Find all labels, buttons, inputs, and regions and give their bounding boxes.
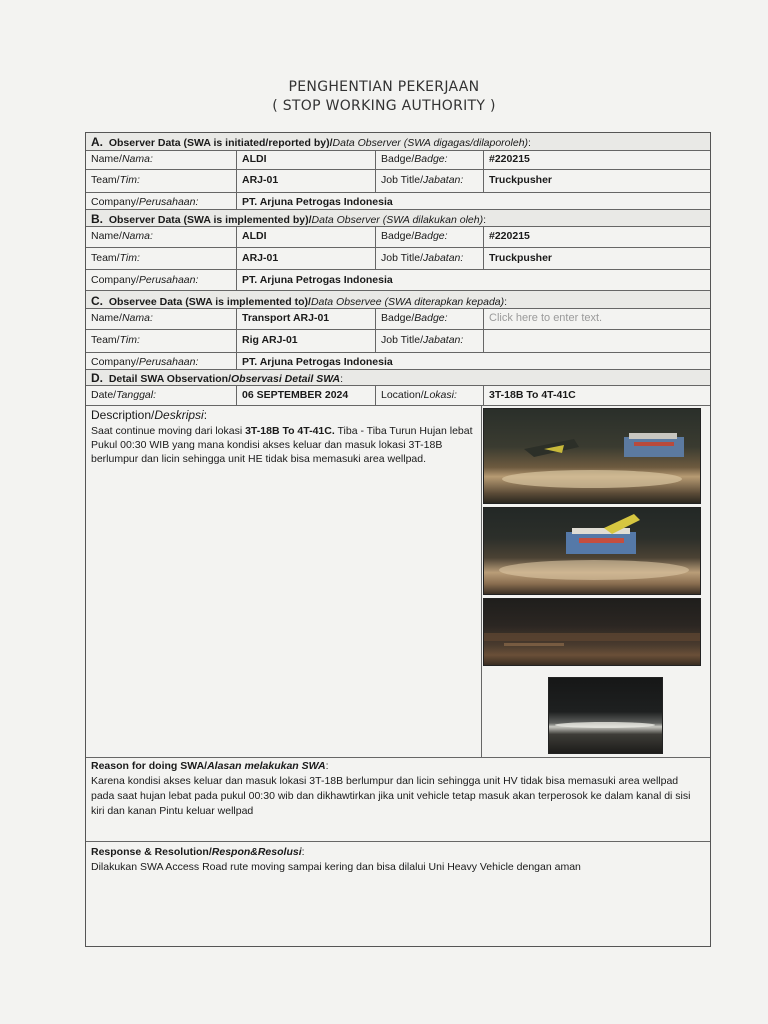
name-label: Name/Nama: — [91, 230, 153, 242]
company-label: Company/Perusahaan: — [91, 274, 199, 286]
response-section — [86, 842, 710, 946]
implementer-job-field[interactable]: Truckpusher — [483, 248, 710, 269]
section-a-heading-colon: : — [528, 137, 531, 149]
section-c-header — [86, 291, 710, 309]
team-label: Team/Tim: — [91, 174, 140, 186]
section-c-letter: C. — [91, 294, 103, 308]
job-title-label: Job Title/Jabatan: — [375, 330, 483, 352]
badge-label: Badge/Badge: — [375, 227, 483, 247]
section-b-heading-colon: : — [483, 214, 487, 226]
observer-company-field[interactable]: PT. Arjuna Petrogas Indonesia — [236, 193, 710, 209]
section-d-header — [86, 370, 710, 386]
reason-label: Reason for doing SWA/Alasan melakukan SWA: — [91, 760, 329, 772]
observer-job-field[interactable]: Truckpusher — [483, 170, 710, 192]
section-a-header — [86, 133, 710, 151]
section-d-date-row — [86, 386, 710, 406]
implementer-name-field[interactable]: ALDI — [236, 227, 375, 247]
section-a-heading-italic: Data Observer (SWA digagas/dilaporoleh) — [332, 137, 529, 149]
observee-job-field[interactable] — [483, 330, 710, 352]
company-label: Company/Perusahaan: — [91, 356, 199, 368]
reason-section — [86, 758, 710, 842]
observer-team-field[interactable]: ARJ-01 — [236, 170, 375, 192]
observer-name-field[interactable]: ALDI — [236, 151, 375, 169]
section-b-header — [86, 210, 710, 227]
document-title: PENGHENTIAN PEKERJAAN — [288, 79, 480, 95]
section-d-letter: D. — [91, 371, 103, 385]
section-c-heading: Observee Data (SWA is implemented to)/ — [108, 296, 311, 308]
description-label: Description/Deskripsi: — [91, 408, 208, 422]
section-b-letter: B. — [91, 212, 103, 226]
section-b-team-row — [86, 248, 710, 270]
section-c-team-row — [86, 330, 710, 353]
location-label: Location/Lokasi: — [375, 386, 483, 405]
badge-label: Badge/Badge: — [375, 309, 483, 329]
implementer-team-field[interactable]: ARJ-01 — [236, 248, 375, 269]
team-label: Team/Tim: — [91, 334, 140, 346]
description-area — [86, 406, 710, 758]
response-label: Response & Resolution/Respon&Resolusi: — [91, 846, 305, 858]
section-d-heading: Detail SWA Observation/ — [108, 373, 231, 385]
job-title-label: Job Title/Jabatan: — [375, 248, 483, 269]
section-c-heading-colon: : — [504, 296, 508, 308]
site-photo-4 — [548, 677, 663, 754]
section-b-company-row — [86, 270, 710, 291]
job-title-label: Job Title/Jabatan: — [375, 170, 483, 192]
site-photo-2 — [483, 507, 701, 595]
section-a-letter: A. — [91, 135, 103, 149]
date-field[interactable]: 06 SEPTEMBER 2024 — [236, 386, 375, 405]
section-c-name-row — [86, 309, 710, 330]
location-field[interactable]: 3T-18B To 4T-41C — [483, 386, 710, 405]
swa-form — [85, 132, 711, 947]
section-a-name-row — [86, 151, 710, 170]
section-d-heading-italic: Observasi Detail SWA — [230, 373, 341, 385]
badge-label: Badge/Badge: — [375, 151, 483, 169]
section-b-heading: Observer Data (SWA is implemented by)/ — [108, 214, 312, 226]
document-subtitle: ( STOP WORKING AUTHORITY ) — [272, 98, 496, 114]
implementer-company-field[interactable]: PT. Arjuna Petrogas Indonesia — [236, 270, 710, 290]
section-b-name-row — [86, 227, 710, 248]
site-photo-3 — [483, 598, 701, 666]
date-label: Date/Tanggal: — [91, 389, 157, 401]
implementer-badge-field[interactable]: #220215 — [483, 227, 710, 247]
section-a-company-row — [86, 193, 710, 210]
section-a-team-row — [86, 170, 710, 193]
observer-badge-field[interactable]: #220215 — [483, 151, 710, 169]
section-b-heading-italic: Data Observer (SWA dilakukan oleh) — [311, 214, 484, 226]
name-label: Name/Nama: — [91, 312, 153, 324]
observee-company-field[interactable]: PT. Arjuna Petrogas Indonesia — [236, 353, 710, 369]
company-label: Company/Perusahaan: — [91, 196, 199, 208]
observee-name-field[interactable]: Transport ARJ-01 — [236, 309, 375, 329]
site-photo-1 — [483, 408, 701, 504]
photo-column-divider — [481, 406, 482, 757]
section-c-company-row — [86, 353, 710, 370]
reason-text[interactable]: Karena kondisi akses keluar dan masuk lokasi 3T-18B berlumpur dan licin sehingga unit HV tidak bisa memasuki area wellpad pada saat hujan lebat pada pukul 00:30 wib dan dikhawtirkan jika unit vehicle tetap masuk akan terperosok ke dalam kanal di sisi kiri dan kanan Pintu keluar wellpad — [91, 775, 691, 817]
section-d-heading-colon: : — [340, 373, 344, 385]
description-text[interactable]: Saat continue moving dari lokasi 3T-18B To 4T-41C. Tiba - Tiba Turun Hujan lebat Pukul 00:30 WIB yang mana kondisi akses keluar dan masuk lokasi 3T-18B berlumpur dan licin sehingga unit HE tidak bisa memasuki area wellpad. — [91, 425, 473, 465]
section-c-heading-italic: Data Observee (SWA diterapkan kepada) — [310, 296, 505, 308]
response-text[interactable]: Dilakukan SWA Access Road rute moving sampai kering dan bisa dilalui Uni Heavy Vehicle dengan aman — [91, 861, 581, 873]
name-label: Name/Nama: — [91, 153, 153, 165]
section-a-heading: Observer Data (SWA is initiated/reported by)/ — [108, 137, 333, 149]
observee-team-field[interactable]: Rig ARJ-01 — [236, 330, 375, 352]
observee-badge-field[interactable]: Click here to enter text. — [483, 309, 710, 329]
team-label: Team/Tim: — [91, 252, 140, 264]
